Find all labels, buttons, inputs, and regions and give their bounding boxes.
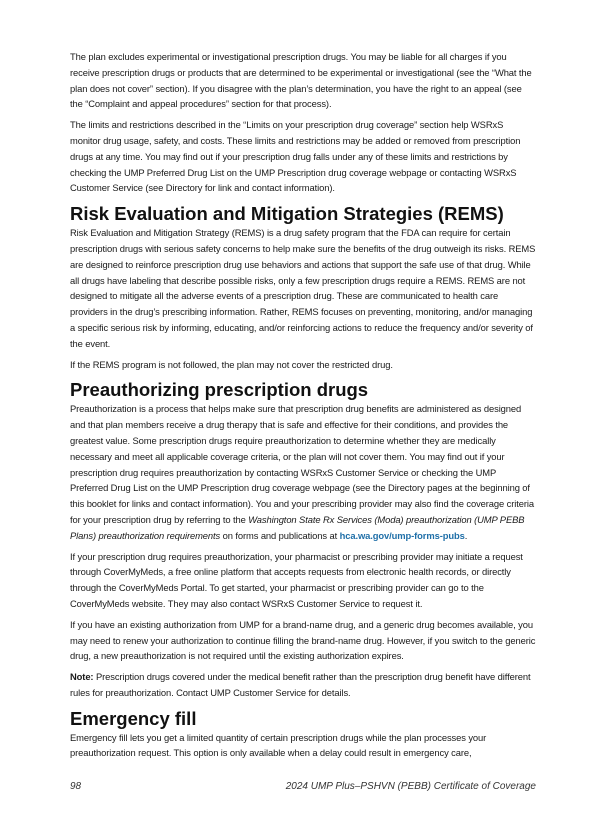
paragraph-rems-not-followed: If the REMS program is not followed, the plan may not cover the restricted drug.	[70, 358, 393, 370]
paragraph-existing-authorization: If you have an existing authorization from UMP for a brand-name drug, and a generic drug becomes available, you may need to renew your authorization to continue filling the brand-name drug. However, if you switch to the generic drug, a new preauthorization is not required until the existing authorization expires.	[70, 618, 536, 662]
paragraph-covermymeds: If your prescription drug requires preauthorization, your pharmacist or prescribing provider may initiate a request through CoverMyMeds, a free online platform that accepts requests from electronic health records, or directly through the CoverMyMeds Portal. To get started, your pharmacist or prescribing provider can go to the CoverMyMeds website. They may also contact WSRxS Customer Service to request it.	[70, 550, 523, 609]
footer-document-title: 2024 UMP Plus–PSHVN (PEBB) Certificate of Coverage	[285, 781, 536, 793]
page-footer	[70, 766, 536, 794]
note-label: Note:	[70, 671, 94, 683]
document-title-italic: Washington State Rx Services (Moda) preauthorization (UMP PEBB Plans) preauthorization requirements	[70, 513, 525, 541]
heading-rems: Risk Evaluation and Mitigation Strategies (REMS)	[70, 203, 504, 225]
paragraph-note	[70, 669, 536, 701]
text: on forms and publications at	[220, 529, 340, 541]
heading-preauthorizing: Preauthorizing prescription drugs	[70, 379, 369, 401]
page-number: 98	[70, 781, 82, 793]
paragraph-emergency-fill: Emergency fill lets you get a limited quantity of certain prescription drugs while the plan processes your preauthorization request. This option is only available when a delay could result in emergency care,	[70, 731, 487, 759]
text: .	[464, 529, 468, 541]
paragraph-preauthorization	[70, 401, 536, 543]
text: Preauthorization is a process that helps make sure that prescription drug benefits are administered as designed and that plan members receive a drug therapy that is safe and effective for their conditions, and provides the greatest value. Some prescription drugs require preauthorization to determine whether they are medically necessary and meet all applicable coverage criteria, or the plan will not cover them. You may find out if your prescription drug requires preauthorization by contacting WSRxS Customer Service or checking the UMP Preferred Drug List on the UMP Prescription drug coverage webpage (see the Directory pages at the beginning of this booklet for links and contact information). You and your prescribing provider may also find the coverage criteria for your prescription drug by referring to the	[70, 403, 534, 525]
paragraph-limits-restrictions: The limits and restrictions described in the “Limits on your prescription drug coverage” section help WSRxS monitor drug usage, safety, and costs. These limits and restrictions may be added or removed from prescription drugs at any time. You may find out if your prescription drug falls under any of these limits and restrictions by checking the UMP Preferred Drug List on the UMP Prescription drug coverage webpage or contacting WSRxS Customer Service (see Directory for link and contact information).	[70, 119, 521, 194]
heading-emergency-fill: Emergency fill	[70, 707, 197, 729]
forms-pubs-link[interactable]: hca.wa.gov/ump-forms-pubs	[339, 529, 465, 541]
paragraph-rems: Risk Evaluation and Mitigation Strategy (REMS) is a drug safety program that the FDA can require for certain prescription drugs with serious safety concerns to help make sure the benefits of the drug outweigh its risks. REMS are designed to reinforce prescription drug use behaviors and actions that support the safe use of that drug. While all drugs have labeling that describe possible risks, only a few prescription drugs require a REMS. REMS are not designed to mitigate all the adverse events of a prescription drug. These are communicated to health care providers in the drug’s prescribing information. Rather, REMS focuses on preventing, monitoring, and/or managing a specific serious risk by informing, educating, and/or reinforcing actions to reduce the frequency and/or severity of the event.	[70, 227, 536, 349]
paragraph-experimental-drugs: The plan excludes experimental or investigational prescription drugs. You may be liable for all charges if you receive prescription drugs or products that are determined to be experimental or investigational (see the “What the plan does not cover” section). If you disagree with the plan’s determination, you have the right to an appeal (see the “Complaint and appeal procedures” section for that process).	[70, 51, 532, 110]
note-text: Prescription drugs covered under the medical benefit rather than the prescription drug benefit have different rules for preauthorization. Contact UMP Customer Service for details.	[70, 671, 531, 698]
